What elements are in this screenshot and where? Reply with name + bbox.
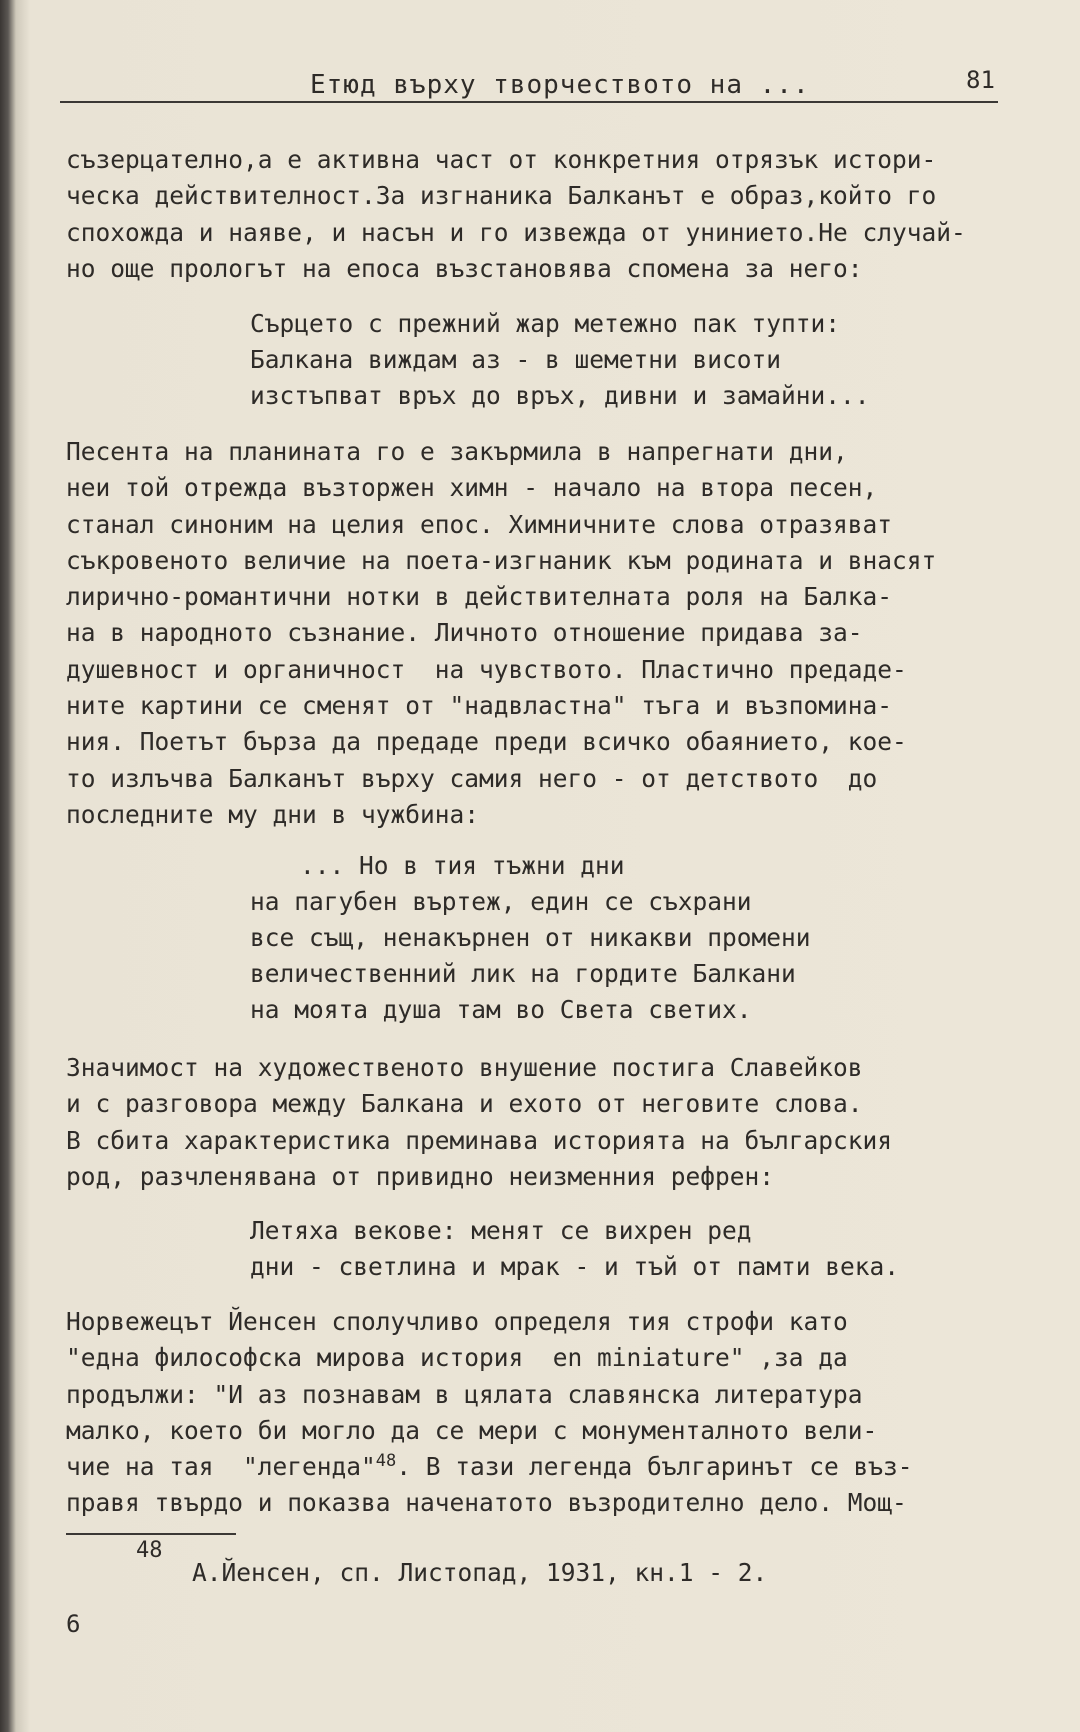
verse-line: Сърцето с прежний жар метежно пак тупти: [250,309,841,338]
text-line: душевност и органичност на чувството. Пластично предаде- [66,654,907,684]
verse-2-first [300,848,1080,884]
text-line: спохожда и наяве, и насън и го извежда от унинието.Не случай- [66,217,966,247]
verse-2 [250,884,1030,1028]
verse-line: дни - светлина и мрак - и тъй от памти века. [250,1252,900,1281]
text-line: род, разчленявана от привидно неизменния рефрен: [66,1161,775,1191]
text-line: и с разговора между Балкана и ехото от неговите слова. [66,1089,863,1119]
text-line: Песента на планината го е закърмила в напрегнати дни, [66,437,848,466]
text-line: правя твърдо и показва наченатото възродително дело. Мощ- [66,1488,907,1518]
text-line: ния. Поетът бърза да предаде преди всичко обаянието, кое- [66,727,907,757]
text-line: последните му дни в чужбина: [66,799,480,829]
text-line: продължи: "И аз познавам в цялата славянска литература [66,1379,863,1409]
text-segment: чие на тая "легенда" [66,1452,376,1482]
verse-1 [250,306,1030,414]
verse-line: изстъпват връх до връх, дивни и замайни... [250,381,870,410]
verse-line: все същ, ненакърнен от никакви промени [250,923,811,952]
text-line: станал синоним на целия епос. Химничните слова отразяват [66,509,893,539]
text-line: Норвежецът Йенсен сполучливо определя тия строфи като [66,1307,848,1336]
text-line: съкровеното величие на поета-изгнаник към родината и внасят [66,545,937,575]
paragraph-1 [66,142,1026,287]
paragraph-4 [66,1304,1026,1522]
text-line: съзерцателно,а е активна част от конкретния отрязък истори- [66,145,937,174]
text-line: малко, което би могло да се мери с монументалното вели- [66,1415,878,1445]
verse-line: величественний лик на гордите Балкани [250,959,796,988]
verse-line: Летяха векове: менят се вихрен ред [250,1216,752,1245]
text-line: неи той отрежда възторжен химн - начало на втора песен, [66,473,878,503]
verse-line: Балкана виждам аз - в шеметни висоти [250,345,782,374]
text-segment: . В тази легенда българинът се въз- [396,1452,913,1482]
text-line: но още прологът на епоса възстановява спомена за него: [66,253,863,283]
text-line: В сбита характеристика преминава историята на българския [66,1125,893,1155]
page-number: 81 [966,66,995,94]
text-line: Значимост на художественото внушение постига Славейков [66,1053,863,1082]
paragraph-3 [66,1050,1026,1195]
footnote-mark: 48 [136,1538,163,1563]
footnote-rule [66,1533,236,1535]
text-line-with-footnote [66,1449,1026,1485]
footnote-reference: 48 [375,1451,397,1472]
verse-3 [250,1213,1030,1285]
header-rule [60,101,998,103]
text-line: ните картини се сменят от "надвластна" тъга и възпомина- [66,691,893,721]
signature-number: 6 [66,1610,81,1638]
text-line: "една философска мирова история en miniature" ,за да [66,1343,848,1373]
text-line: ческа действителност.За изгнаника Балканът е образ,който го [66,181,937,211]
verse-line: ... Но в тия тъжни дни [300,851,625,880]
verse-line: на моята душа там во Света светих. [250,995,752,1024]
text-line: лирично-романтични нотки в действителната роля на Балка- [66,582,893,612]
footnote-text: А.Йенсен, сп. Листопад, 1931, кн.1 - 2. [192,1558,768,1587]
text-line: то излъчва Балканът върху самия него - от детството до [66,763,878,793]
paragraph-2 [66,434,1026,833]
verse-line: на пагубен въртеж, един се съхрани [250,887,752,916]
running-title: Етюд върху творчеството на ... [310,70,810,100]
text-line: на в народното съзнание. Личното отношение придава за- [66,618,863,648]
